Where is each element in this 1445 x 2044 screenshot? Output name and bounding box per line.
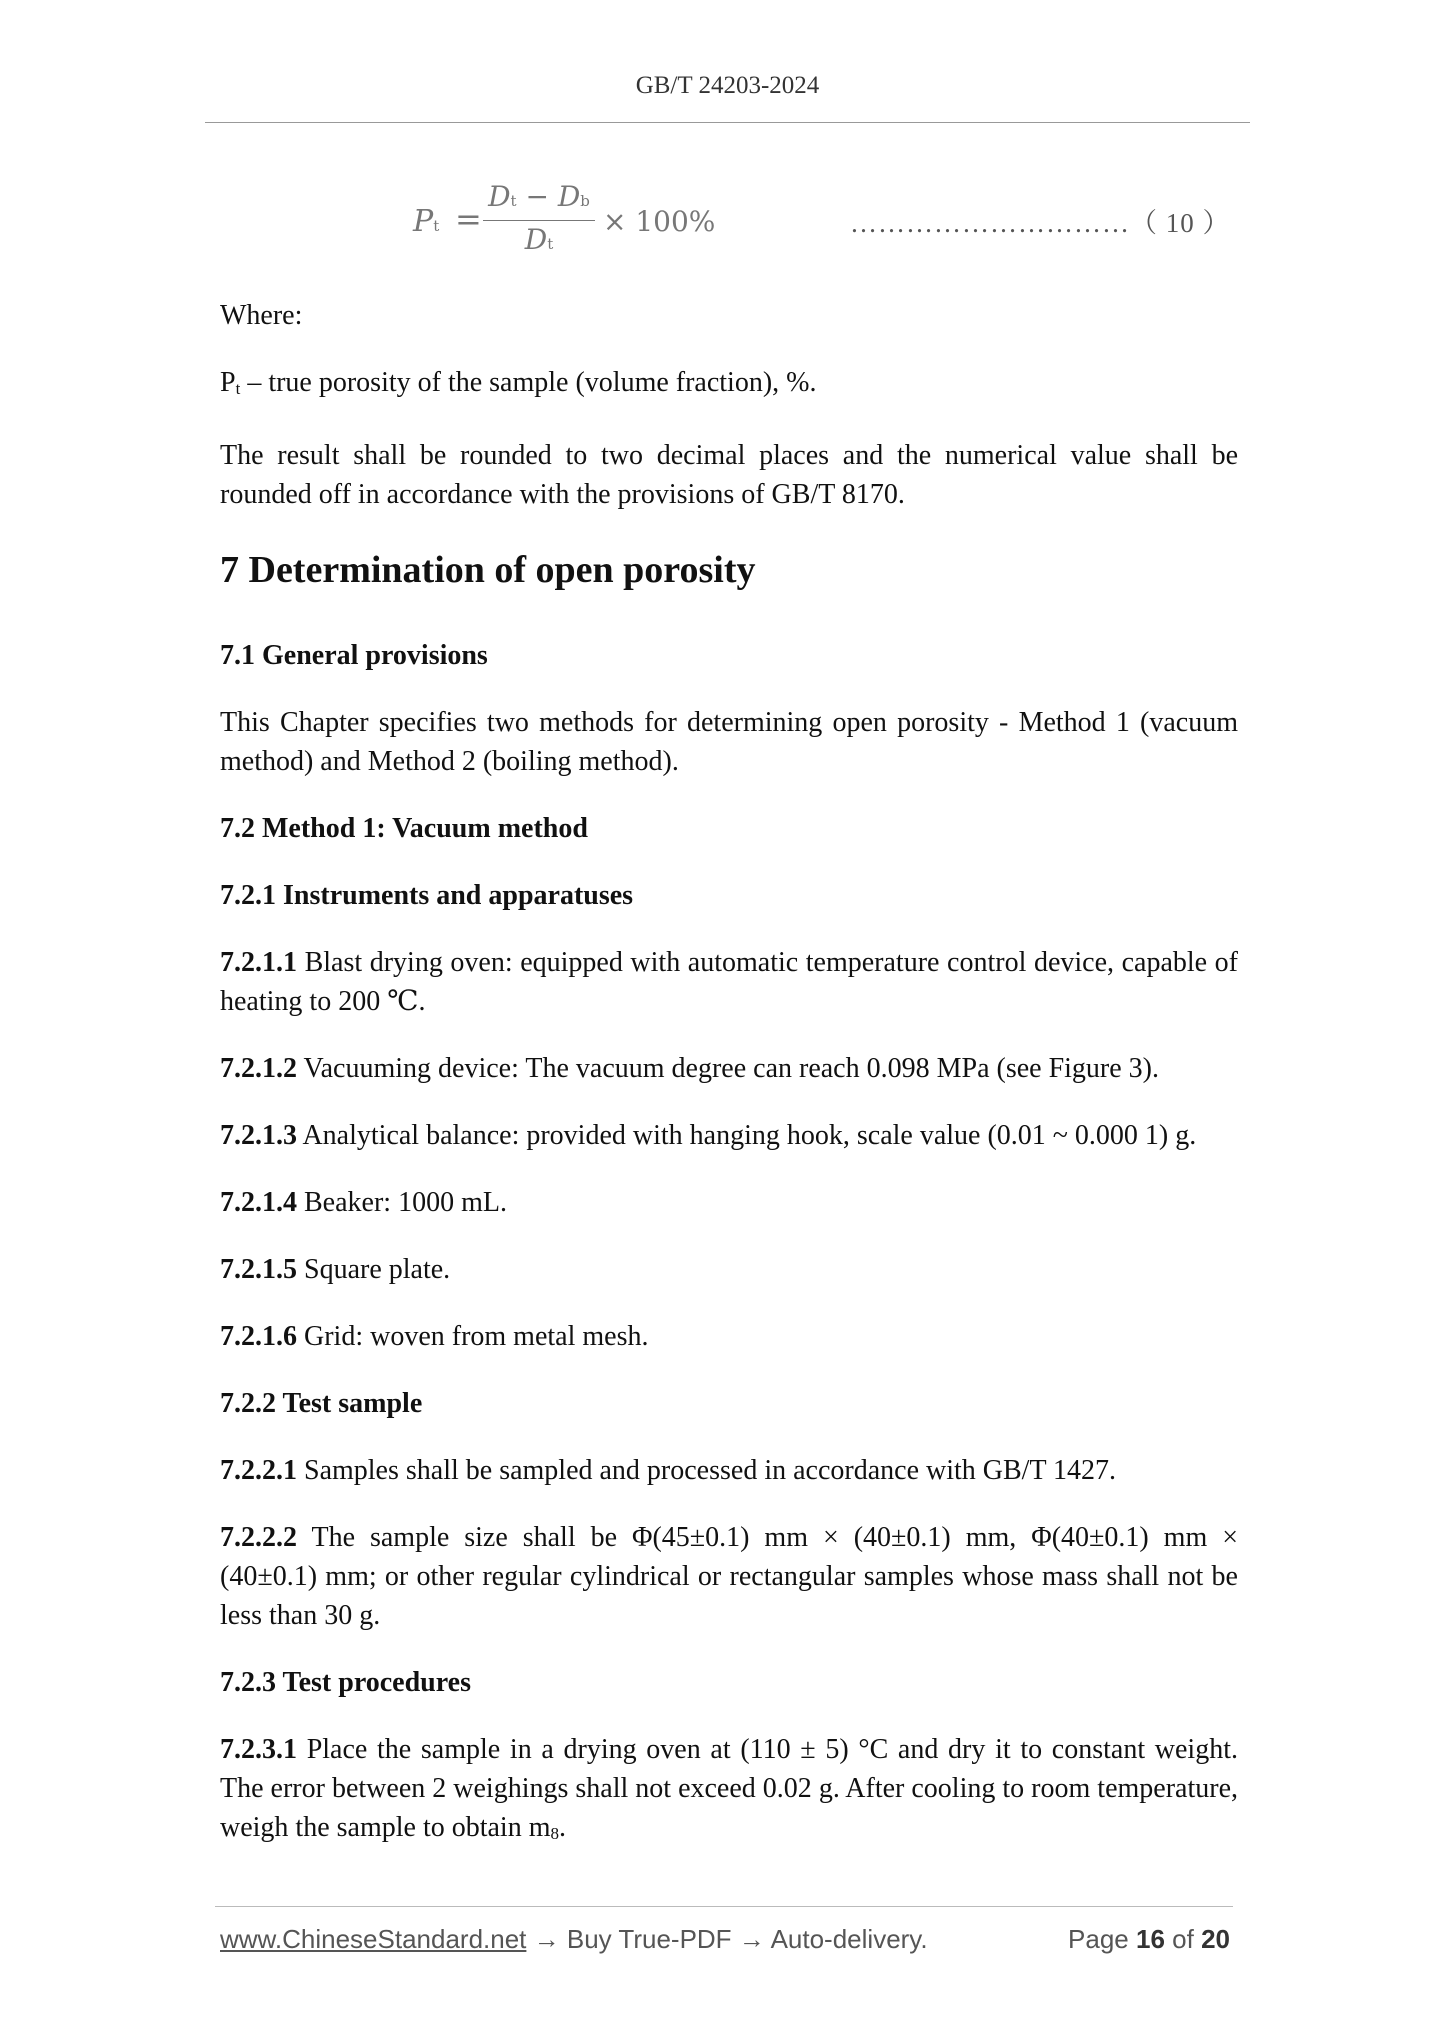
clause-7-2-2-1: 7.2.2.1 Samples shall be sampled and processed in accordance with GB/T 1427. <box>220 1455 1117 1486</box>
formula-times: × 100% <box>603 205 716 238</box>
footer-divider <box>215 1906 1233 1907</box>
header-divider <box>205 122 1250 123</box>
clause-7-2-1-2: 7.2.1.2 Vacuuming device: The vacuum degree can reach 0.098 MPa (see Figure 3). <box>220 1053 1159 1084</box>
formula-denominator: Dt <box>524 223 554 256</box>
where-label: Where: <box>220 300 303 331</box>
porosity-formula <box>413 180 733 280</box>
subsection-7-1-title: 7.1 General provisions <box>220 640 488 671</box>
clause-7-2-1-3: 7.2.1.3 Analytical balance: provided with hanging hook, scale value (0.01 ~ 0.000 1) g. <box>220 1120 1197 1151</box>
clause-7-2-1-4: 7.2.1.4 Beaker: 1000 mL. <box>220 1187 507 1218</box>
subsection-7-2-3-title: 7.2.3 Test procedures <box>220 1667 471 1698</box>
formula-equals: = <box>455 200 482 238</box>
clause-7-2-2-2: 7.2.2.2 The sample size shall be Φ(45±0.1) mm × (40±0.1) mm, Φ(40±0.1) mm × (40±0.1) mm; or other regular cylindrical or rectangular samples whose mass shall not be less than 30 g. <box>220 1522 1238 1631</box>
page-footer <box>220 1924 1230 1964</box>
subsection-7-1-text: This Chapter specifies two methods for determining open porosity - Method 1 (vacuum method) and Method 2 (boiling method). <box>220 707 1238 777</box>
rounding-paragraph: The result shall be rounded to two decimal places and the numerical value shall be rounded off in accordance with the provisions of GB/T 8170. <box>220 440 1238 510</box>
subsection-7-2-2-title: 7.2.2 Test sample <box>220 1388 423 1419</box>
formula-10 <box>220 180 1238 290</box>
formula-numerator: Dt − Db <box>488 180 590 213</box>
document-body <box>220 180 1238 1881</box>
formula-lhs: Pt <box>413 204 440 239</box>
equation-number: …………………………（ 10 ） <box>850 208 1231 238</box>
clause-7-2-1-6: 7.2.1.6 Grid: woven from metal mesh. <box>220 1321 649 1352</box>
page-indicator: Page 16 of 20 <box>1068 1924 1230 1954</box>
section-heading: 7 Determination of open porosity <box>220 549 756 591</box>
clause-7-2-3-1: 7.2.3.1 Place the sample in a drying oven at (110 ± 5) °C and dry it to constant weight. The error between 2 weighings shall not exceed 0.02 g. After cooling to room temperature, weigh the sample to obtain m8. <box>220 1734 1238 1843</box>
footer-promo: www.ChineseStandard.net → Buy True-PDF → Auto-delivery. <box>220 1924 928 1954</box>
pt-definition: Pt – true porosity of the sample (volume fraction), %. <box>220 367 817 398</box>
subsection-7-2-1-title: 7.2.1 Instruments and apparatuses <box>220 880 634 911</box>
website-link[interactable]: www.ChineseStandard.net <box>220 1924 527 1954</box>
fraction-bar <box>483 220 595 221</box>
page-header: GB/T 24203-2024 <box>635 72 820 99</box>
formula-fraction <box>483 180 595 261</box>
clause-7-2-1-1: 7.2.1.1 Blast drying oven: equipped with automatic temperature control device, capable of heating to 200 ℃. <box>220 947 1238 1017</box>
clause-7-2-1-5: 7.2.1.5 Square plate. <box>220 1254 451 1285</box>
subsection-7-2-title: 7.2 Method 1: Vacuum method <box>220 813 588 844</box>
